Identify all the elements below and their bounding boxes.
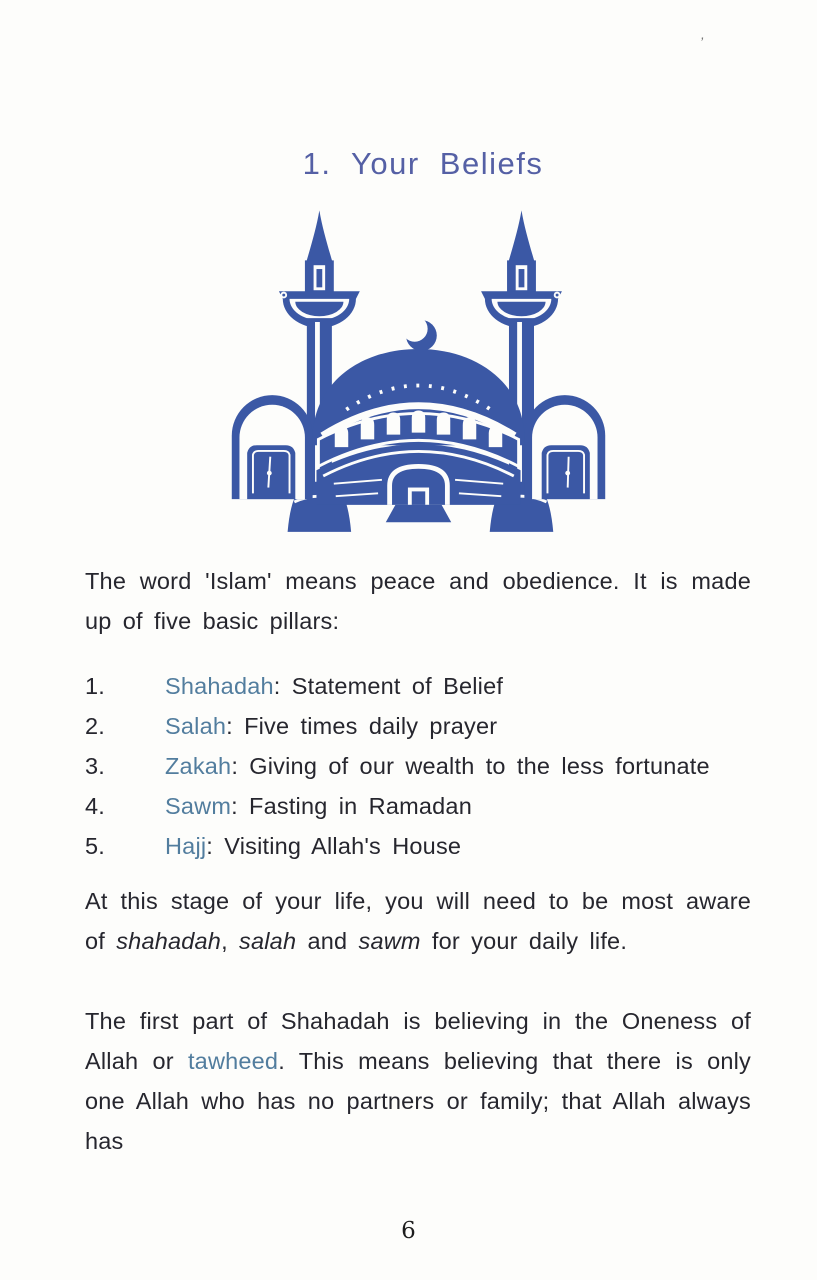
- pillar-list-item: [85, 706, 751, 746]
- pillar-name: Hajj: [165, 833, 207, 859]
- pillar-description: : Visiting Allah's House: [206, 833, 462, 859]
- intro-paragraph: [85, 561, 751, 641]
- pillar-description: : Statement of Belief: [273, 673, 504, 699]
- text-segment: The first part of Shahadah is believing in the Oneness of Allah or: [85, 1008, 751, 1074]
- pillars-list: [85, 666, 751, 866]
- pillar-name: Zakah: [165, 753, 232, 779]
- chapter-title: 1. Your Beliefs: [302, 146, 544, 181]
- pillar-text: [165, 786, 472, 826]
- text-segment: for your daily life.: [420, 928, 628, 954]
- text-segment: ,: [221, 928, 240, 954]
- text-segment: sawm: [358, 928, 421, 954]
- text-segment: shahadah: [116, 928, 222, 954]
- pillar-text: [165, 706, 497, 746]
- text-segment: . This means believing that there is only one Allah who has no partners or family; that Allah always has: [85, 1048, 752, 1154]
- pillar-list-item: [85, 746, 751, 786]
- pillar-text: [165, 666, 503, 706]
- pillar-list-item: [85, 786, 751, 826]
- scan-artifact-mark: ’: [698, 33, 705, 51]
- pillar-name: Shahadah: [165, 673, 274, 699]
- pillar-number: 2.: [85, 713, 105, 739]
- right-side-building: [524, 395, 605, 499]
- aware-paragraph: [85, 881, 751, 961]
- page-number: 6: [401, 1218, 416, 1244]
- text-segment: The word 'Islam' means peace and obedience. It is made up of five basic pillars:: [85, 568, 751, 634]
- left-side-building: [231, 395, 312, 499]
- pillar-text: [165, 746, 710, 786]
- pillar-number: 5.: [85, 833, 105, 859]
- mosque-illustration: [85, 199, 751, 549]
- pillar-description: : Fasting in Ramadan: [231, 793, 472, 819]
- text-segment: tawheed: [187, 1048, 279, 1074]
- shahadah-paragraph: [85, 1001, 751, 1161]
- pillar-list-item: [85, 826, 751, 866]
- pillar-number: 3.: [85, 753, 105, 779]
- pillar-number: 1.: [85, 673, 105, 699]
- pillar-description: : Five times daily prayer: [226, 713, 498, 739]
- pillar-description: : Giving of our wealth to the less fortunate: [231, 753, 710, 779]
- pillar-number: 4.: [85, 793, 105, 819]
- pillar-name: Sawm: [165, 793, 232, 819]
- mosque-icon: [226, 199, 611, 547]
- text-segment: salah: [239, 928, 297, 954]
- pillar-name: Salah: [165, 713, 227, 739]
- pillar-list-item: [85, 666, 751, 706]
- text-segment: and: [296, 928, 359, 954]
- pillar-text: [165, 826, 461, 866]
- text-segment: At this stage of your life, you will need to be most aware of: [85, 888, 751, 954]
